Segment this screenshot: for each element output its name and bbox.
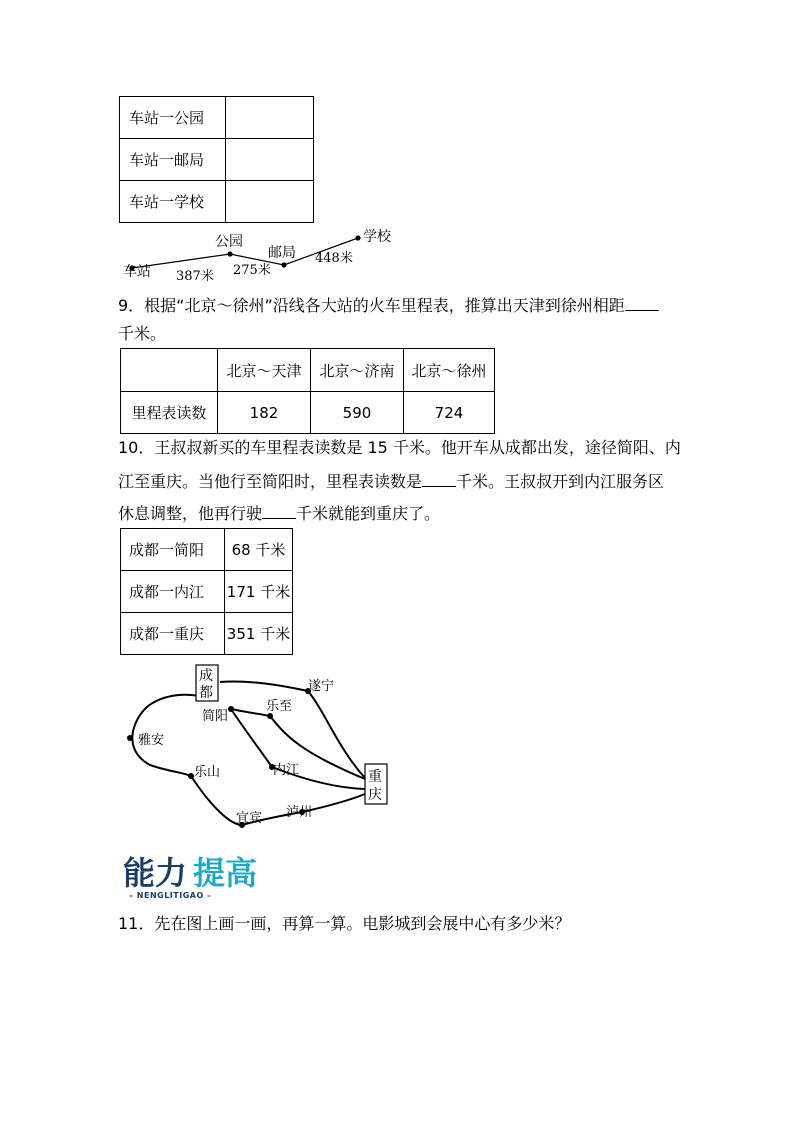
row-label: 车站一邮局 xyxy=(120,139,226,181)
distance-label: 387米 xyxy=(176,269,214,282)
question-10 xyxy=(118,438,681,458)
row-label: 车站一学校 xyxy=(120,181,226,223)
header-cell: 北京～天津 xyxy=(218,349,311,392)
question-9-cont xyxy=(118,324,166,344)
question-text: 千米。 xyxy=(118,324,167,343)
park-point xyxy=(227,251,232,256)
svg-text:提高: 提高 xyxy=(193,854,258,892)
route-map xyxy=(120,660,400,835)
answer-cell[interactable] xyxy=(226,139,314,181)
yaan-point xyxy=(127,735,133,741)
city-label: 乐至 xyxy=(266,699,293,714)
logo-graphic xyxy=(121,851,271,901)
answer-cell[interactable] xyxy=(226,181,314,223)
question-10-line2 xyxy=(118,472,664,492)
jianyang-point xyxy=(228,706,234,712)
row-label: 成都一简阳 xyxy=(121,529,225,571)
question-11 xyxy=(118,914,570,934)
station-distance-table xyxy=(119,96,314,223)
city-label: 成 xyxy=(199,668,213,684)
question-text: 江至重庆。当他行至简阳时，里程表读数是 xyxy=(118,472,423,491)
question-10-line3 xyxy=(118,504,440,524)
row-label: 成都一重庆 xyxy=(121,613,225,655)
answer-cell[interactable] xyxy=(226,97,314,139)
value-cell: 171 千米 xyxy=(225,571,293,613)
header-cell: 北京～济南 xyxy=(311,349,404,392)
distance-label: 275米 xyxy=(233,263,271,278)
row-label: 成都一内江 xyxy=(121,571,225,613)
city-label: 宜宾 xyxy=(236,811,263,826)
value-cell: 68 千米 xyxy=(225,529,293,571)
city-label: 雅安 xyxy=(138,733,165,748)
distance-label: 448米 xyxy=(315,251,353,266)
question-text: 11．先在图上画一画，再算一算。电影城到会展中心有多少米？ xyxy=(118,914,571,933)
answer-blank[interactable] xyxy=(262,504,296,519)
question-text: 千米就能到重庆了。 xyxy=(296,504,441,523)
value-cell: 182 xyxy=(218,392,311,434)
value-cell: 351 千米 xyxy=(225,613,293,655)
city-label: 泸州 xyxy=(286,805,313,820)
city-label: 乐山 xyxy=(194,765,221,780)
city-label: 简阳 xyxy=(202,709,229,724)
city-label: 庆 xyxy=(368,787,382,803)
chengdu-distance-table xyxy=(120,528,293,655)
question-text: 休息调整，他再行驶 xyxy=(118,504,263,523)
city-label: 重 xyxy=(368,769,382,785)
place-label: 邮局 xyxy=(268,245,296,261)
header-cell: 北京～徐州 xyxy=(404,349,495,392)
answer-blank[interactable] xyxy=(625,296,659,311)
value-cell: 724 xyxy=(404,392,495,434)
place-label: 公园 xyxy=(215,234,243,250)
city-label: 遂宁 xyxy=(308,679,335,694)
svg-text:– NENGLITIGAO –: – NENGLITIGAO – xyxy=(129,891,212,900)
place-label: 学校 xyxy=(363,229,391,245)
question-9 xyxy=(118,296,659,316)
school-point xyxy=(355,235,360,240)
section-logo xyxy=(121,851,271,901)
row-label: 里程表读数 xyxy=(121,392,218,434)
place-label: 车站 xyxy=(123,264,151,280)
question-text: 千米。王叔叔开到内江服务区 xyxy=(456,472,665,491)
header-cell xyxy=(121,349,218,392)
question-text: 10．王叔叔新买的车里程表读数是 15 千米。他开车从成都出发，途径简阳、内 xyxy=(118,438,681,457)
question-text: 9．根据“北京～徐州”沿线各大站的火车里程表，推算出天津到徐州相距 xyxy=(118,296,625,315)
city-label: 都 xyxy=(199,685,213,701)
post-office-point xyxy=(281,262,286,267)
svg-text:能力: 能力 xyxy=(123,854,188,892)
railway-mileage-table xyxy=(120,348,495,434)
route-diagram xyxy=(118,226,408,282)
row-label: 车站一公园 xyxy=(120,97,226,139)
value-cell: 590 xyxy=(311,392,404,434)
city-label: 内江 xyxy=(273,763,300,778)
answer-blank[interactable] xyxy=(422,472,456,487)
